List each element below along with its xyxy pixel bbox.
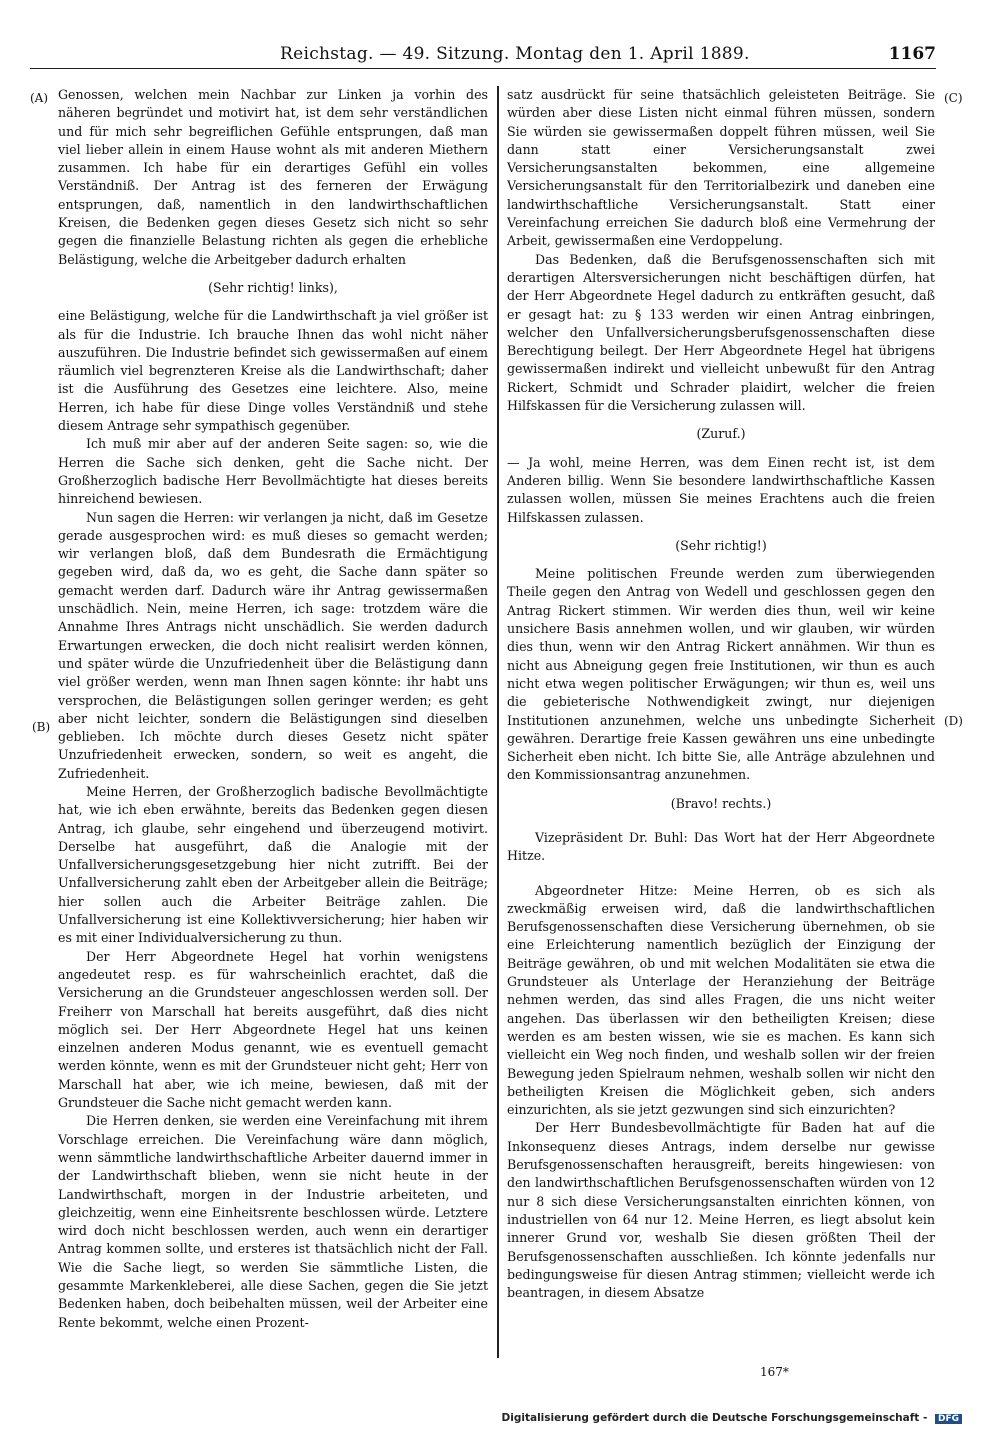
- interjection: (Sehr richtig! links),: [208, 279, 338, 295]
- paragraph: — Ja wohl, meine Herren, was dem Einen recht ist, ist dem Anderen billig. Wenn Sie besondere landwirthschaftliche Kassen zulassen wollen, müssen Sie meines Erachtens auch die freien Hilfskassen zulassen.: [507, 454, 935, 525]
- paragraph: Ich muß mir aber auf der anderen Seite sagen: so, wie die Herren die Sache sich denken, geht die Sache nicht. Der Großherzoglich badische Herr Bevollmächtigte hat dieses bereits hinreichend bewiesen.: [58, 436, 488, 507]
- footer: [502, 1412, 962, 1424]
- paragraph: Der Herr Abgeordnete Hegel hat vorhin wenigstens angedeutet resp. es für wahrscheinlich erachtet, daß die Versicherung an die Grundsteuer angeschlossen werden soll. Der Freiherr von Marschall hat bereits ausgeführt, daß dies nicht möglich sei. Der Herr Abgeordnete Hegel hat uns keinen einzelnen anderen Modus genannt, wie es eventuell gemacht werden könnte, wenn es mit der Grundsteuer nicht geht; Herr von Marschall hat aber, wie ich meine, bewiesen, daß mit der Grundsteuer die Sache nicht gemacht werden kann.: [58, 948, 488, 1111]
- signature-mark: 167*: [760, 1365, 789, 1379]
- paragraph: Das Bedenken, daß die Berufsgenossenschaften sich mit derartigen Altersversicherungen nicht beschäftigen dürfen, hat der Herr Abgeordnete Hegel dadurch zu entkräften gesucht, daß er gesagt hat: zu § 133 werden wir einen Antrag einbringen, welcher den Unfallversicherungsberufsgenossenschaften diese Berechtigung beilegt. Der Herr Abgeordnete Hegel hat übrigens gewissermaßen indirekt und vielleicht unbewußt für den Antrag Rickert, Schmidt und Schrader plaidirt, welcher die freien Hilfskassen für die Versicherung zulassen will.: [507, 251, 935, 414]
- interjection: (Bravo! rechts.): [670, 795, 772, 811]
- right-column: [507, 86, 935, 1366]
- margin-letter-d: (D): [944, 714, 963, 728]
- paragraph: eine Belästigung, welche für die Landwirthschaft ja viel größer ist als für die Industrie. Ich brauche Ihnen das wohl nicht näher auszuführen. Die Industrie befindet sich gewissermaßen auf einem räumlich viel begrenzteren Kreise als die Landwirthschaft; daher ist die Ausführung des Gesetzes eine leichtere. Also, meine Herren, ich habe für diese Dinge volles Verständniß und stehe diesem Antrage sehr sympathisch gegenüber.: [58, 308, 488, 434]
- footer-text: Digitalisierung gefördert durch die Deutsche Forschungsgemeinschaft -: [501, 1412, 928, 1424]
- interjection: (Sehr richtig!): [675, 537, 767, 553]
- left-column: [58, 86, 488, 1366]
- page-header: [0, 38, 1000, 68]
- margin-letter-a: (A): [30, 91, 49, 105]
- paragraph: Abgeordneter Hitze: Meine Herren, ob es sich als zweckmäßig erweisen wird, daß die landwirthschaftlichen Berufsgenossenschaften diese Versicherung übernehmen, ob sie eine Erleichterung namentlich bezüglich der Einzigung der Beiträge gewähren, ob und mit welchen Modalitäten sie etwa die Grundsteuer als Unterlage der Heranziehung der Beiträge nehmen werden, das sind alles Fragen, die uns nicht weiter angehen. Das überlassen wir den betheiligten Kreisen; diese werden es am besten wissen, wie sie es machen. Es kann sich vielleicht ein Weg noch finden, und weshalb sollen wir der freien Bewegung jeden Spielraum nehmen, weshalb sollen wir nicht den betheiligten Kreisen die Möglichkeit geben, sich anders einzurichten, als sie jetzt gezwungen sind sich einzurichten?: [507, 882, 935, 1118]
- paragraph: Meine Herren, der Großherzoglich badische Bevollmächtigte hat, wie ich eben erwähnte, bereits das Bedenken gegen diesen Antrag, ich glaube, sehr eingehend und überzeugend motivirt. Derselbe hat ausgeführt, daß die Analogie mit der Unfallversicherungsgesetzgebung hier nicht zutrifft. Bei der Unfallversicherung zahlt eben der Arbeitgeber allein die Beiträge; hier sollen auch die Arbeiter Beiträge zahlen. Die Unfallversicherung ist eine Kollektivversicherung; hier haben wir es mit einer Individualversicherung zu thun.: [58, 783, 488, 946]
- paragraph: Der Herr Bundesbevollmächtigte für Baden hat auf die Inkonsequenz dieses Antrags, indem derselbe nur gewisse Berufsgenossenschaften herausgreift, bereits hingewiesen: von den landwirthschaftlichen Berufsgenossenschaften würden von 12 nur 8 sich diese Versicherungsanstalten einrichten können, von industriellen von 64 nur 12. Meine Herren, es liegt absolut kein innerer Grund vor, weshalb Sie diesen größten Theil der Berufsgenossenschaften ausschließen. Ich könnte jedenfalls nur bedingungsweise für diesen Antrag stimmen; vielleicht werde ich beantragen, in diesem Absatze: [507, 1120, 935, 1301]
- paragraph: Meine politischen Freunde werden zum überwiegenden Theile gegen den Antrag von Wedell und geschlossen gegen den Antrag Rickert stimmen. Wir werden dies thun, weil wir keine unsichere Basis annehmen wollen, und wir glauben, wir würden dies thun, wenn wir den Antrag Rickert annähmen. Wir thun es nicht aus Abneigung gegen freie Institutionen, wir thun es auch nicht etwa wegen politischer Erwägungen; wir thun es, weil uns die gebieterische Nothwendigkeit zwingt, nur diejenigen Institutionen anzunehmen, welche uns unbedingte Sicherheit gewähren. Derartige freie Kassen gewähren uns eine unbedingte Sicherheit eben nicht. Ich bitte Sie, alle Anträge abzulehnen und den Kommissionsantrag anzunehmen.: [507, 566, 935, 783]
- paragraph: Nun sagen die Herren: wir verlangen ja nicht, daß im Gesetze gerade ausgesprochen wird: es muß dieses so gemacht werden; wir verlangen bloß, daß dem Bundesrath die Ermächtigung gegeben wird, daß da, wo es geht, die Sache dann später so gemacht werden darf. Dadurch wäre ihr Antrag gewissermaßen unschädlich. Nein, meine Herren, ich sage: trotzdem wäre die Annahme Ihres Antrags nicht unschädlich. Sie werden dadurch Erwartungen erwecken, die doch nicht realisirt werden können, und später würde die Unzufriedenheit über die Belästigung dann viel größer werden, wenn man Ihnen sagen könnte: ihr habt uns versprochen, die Belästigungen sollen geringer werden; es geht aber nicht leichter, sondern die Belästigungen sind dieselben geblieben. Ich möchte durch dieses Gesetz nicht später Unzufriedenheit erwecken, sondern, so weit es angeht, die Zufriedenheit.: [58, 509, 488, 781]
- running-title: Reichstag. — 49. Sitzung. Montag den 1. April 1889.: [280, 44, 750, 64]
- paragraph: Die Herren denken, sie werden eine Vereinfachung mit ihrem Vorschlage erreichen. Die Vereinfachung wäre dann möglich, wenn sämmtliche landwirthschaftliche Arbeiter dauernd immer in der Landwirthschaft blieben, wenn sie nicht heute in der Landwirthschaft, morgen in der Industrie arbeiteten, und gleichzeitig, wenn eine Einheitsrente beschlossen würde. Letztere wird doch nicht beschlossen werden, auch wenn ein derartiger Antrag kommen sollte, und ersteres ist thatsächlich nicht der Fall. Wie die Sache liegt, so werden Sie sämmtliche Listen, die gesammte Markenkleberei, alle diese Sachen, gegen die Sie jetzt Bedenken haben, doch beibehalten müssen, weil der Arbeiter eine Rente bekommt, welche einen Prozent-: [58, 1113, 488, 1330]
- paragraph: Vizepräsident Dr. Buhl: Das Wort hat der Herr Abgeordnete Hitze.: [507, 829, 935, 864]
- column-divider: [497, 86, 499, 1358]
- interjection: (Zuruf.): [696, 426, 746, 442]
- dfg-logo: DFG: [935, 1414, 962, 1424]
- page-number: 1167: [888, 44, 936, 64]
- margin-letter-b: (B): [32, 720, 51, 734]
- header-rule: [30, 68, 936, 69]
- margin-letter-c: (C): [944, 91, 963, 105]
- paragraph: satz ausdrückt für seine thatsächlich geleisteten Beiträge. Sie würden aber diese Listen nicht einmal führen müssen, sondern Sie würden sie gewissermaßen doppelt führen müssen, weil Sie dann statt einer Versicherungsanstalt zwei Versicherungsanstalten bekommen, eine allgemeine Versicherungsanstalt für den Territorialbezirk und daneben eine landwirthschaftliche Versicherungsanstalt. Statt einer Vereinfachung erreichen Sie dadurch bloß eine Vermehrung der Arbeit, gewissermaßen eine Verdoppelung.: [507, 87, 935, 249]
- paragraph: Genossen, welchen mein Nachbar zur Linken ja vorhin des näheren begründet und motivirt hat, ist dem sehr verständlichen und für mich sehr begreiflichen Gefühle entsprungen, daß man viel lieber allein in einem Hause wohnt als mit anderen Miethern zusammen. Ich habe für ein derartiges Gefühl ein volles Verständniß. Der Antrag ist des ferneren der Erwägung entsprungen, daß, namentlich in den landwirthschaftlichen Kreisen, die Bedenken gegen dieses Gesetz sich nicht so sehr gegen die finanzielle Belastung richten als gegen die erhebliche Belästigung, welche die Arbeitgeber dadurch erhalten: [58, 87, 488, 267]
